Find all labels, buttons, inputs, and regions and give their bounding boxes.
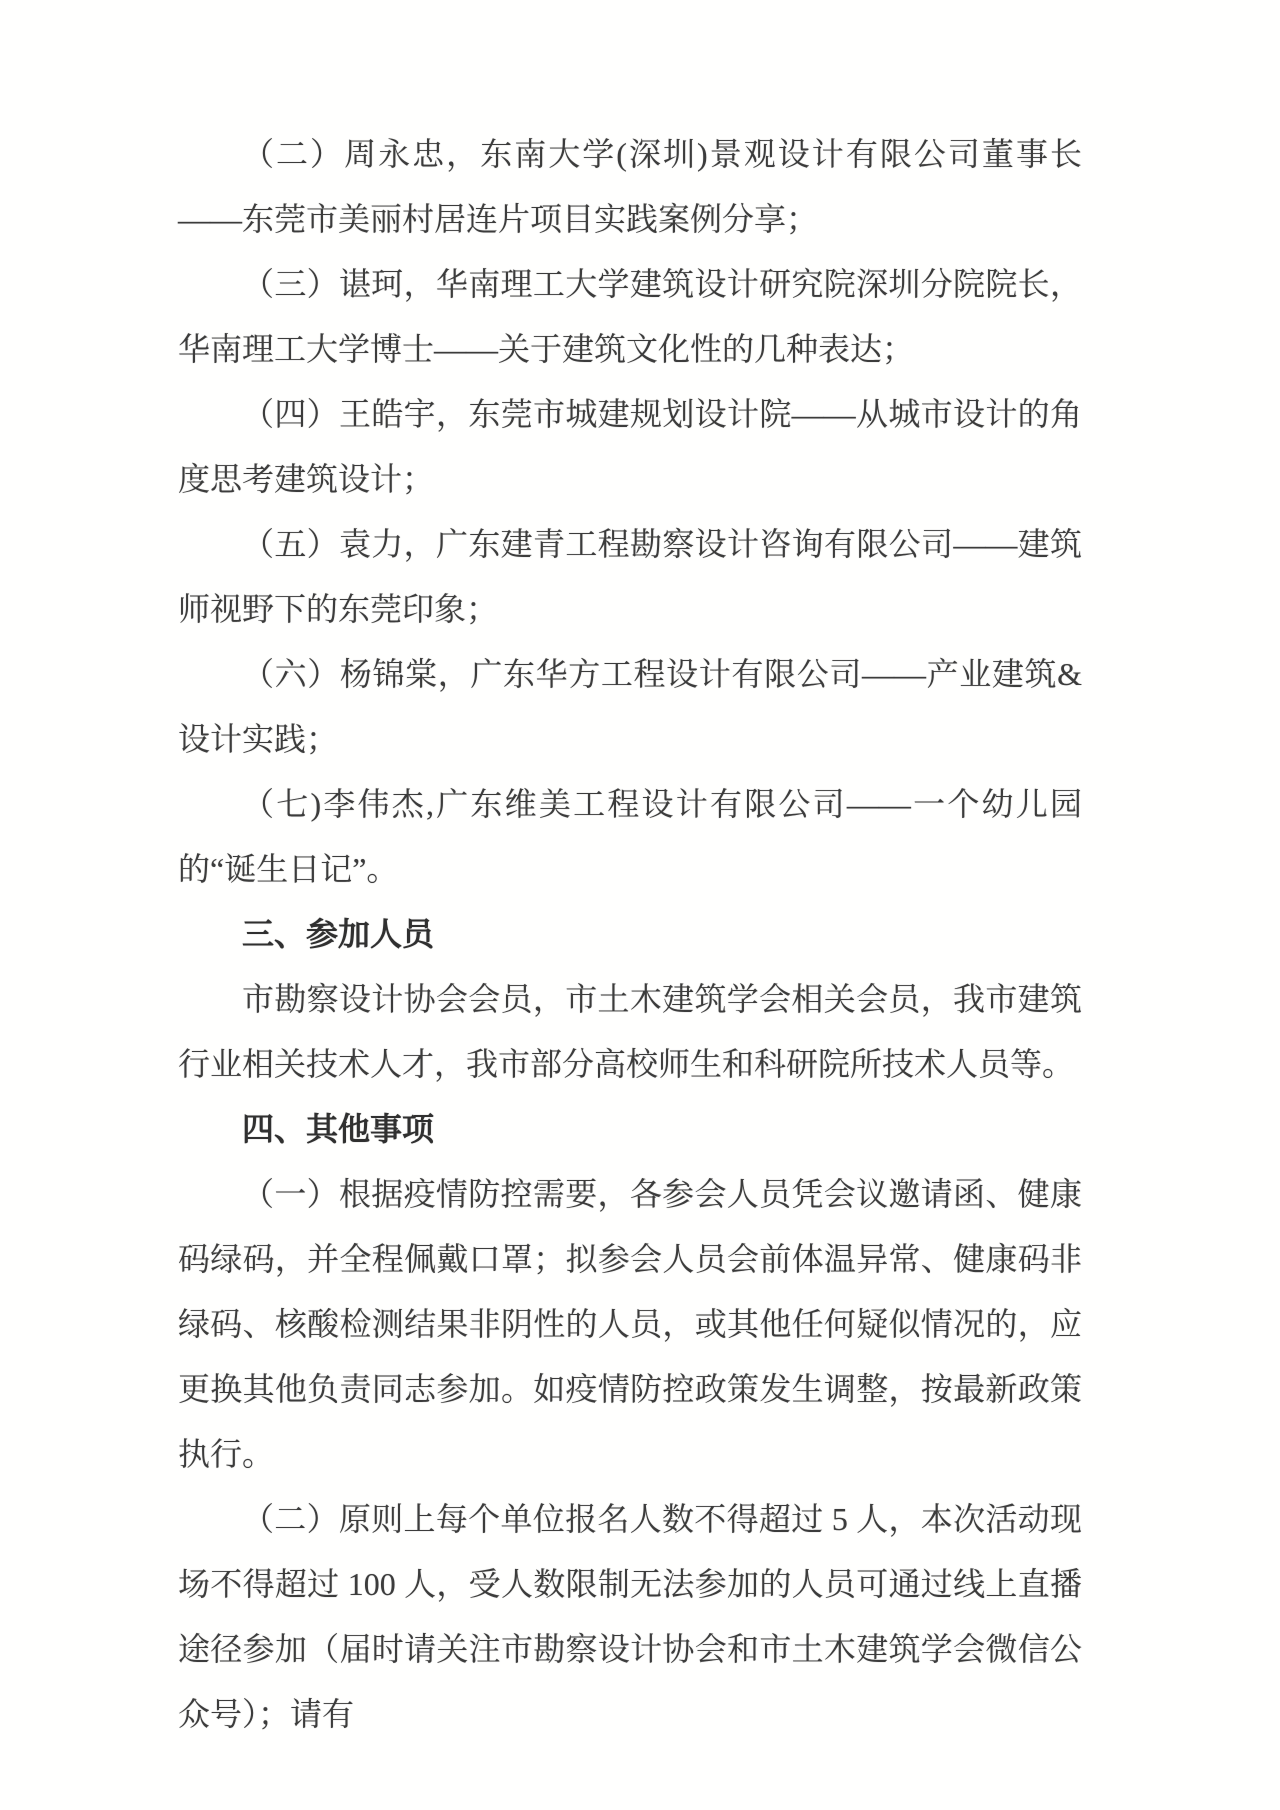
paragraph: （四）王皓宇，东莞市城建规划设计院——从城市设计的角度思考建筑设计； (178, 396, 1082, 497)
paragraph: （二）周永忠，东南大学(深圳)景观设计有限公司董事长——东莞市美丽村居连片项目实践案例分享； (178, 136, 1082, 237)
paragraph: 市勘察设计协会会员，市土木建筑学会相关会员，我市建筑行业相关技术人才，我市部分高校师生和科研院所技术人员等。 (178, 981, 1082, 1082)
paragraph: （六）杨锦棠，广东华方工程设计有限公司——产业建筑&设计实践； (178, 656, 1082, 757)
section-heading: 三、参加人员 (242, 916, 435, 952)
paragraph: （二）原则上每个单位报名人数不得超过 5 人，本次活动现场不得超过 100 人，受人数限制无法参加的人员可通过线上直播途径参加（届时请关注市勘察设计协会和市土木建筑学会微信公众号）；请有 (178, 1501, 1082, 1732)
paragraph: （一）根据疫情防控需要，各参会人员凭会议邀请函、健康码绿码，并全程佩戴口罩；拟参会人员会前体温异常、健康码非绿码、核酸检测结果非阴性的人员，或其他任何疑似情况的，应更换其他负责同志参加。如疫情防控政策发生调整，按最新政策执行。 (178, 1176, 1082, 1472)
section-heading: 四、其他事项 (242, 1111, 435, 1147)
document-body (178, 122, 1082, 1747)
paragraph: （七)李伟杰,广东维美工程设计有限公司——一个幼儿园的“诞生日记”。 (178, 786, 1082, 887)
paragraph: （三）谌珂，华南理工大学建筑设计研究院深圳分院院长，华南理工大学博士——关于建筑文化性的几种表达； (178, 266, 1082, 367)
paragraph: （五）袁力，广东建青工程勘察设计咨询有限公司——建筑师视野下的东莞印象； (178, 526, 1082, 627)
